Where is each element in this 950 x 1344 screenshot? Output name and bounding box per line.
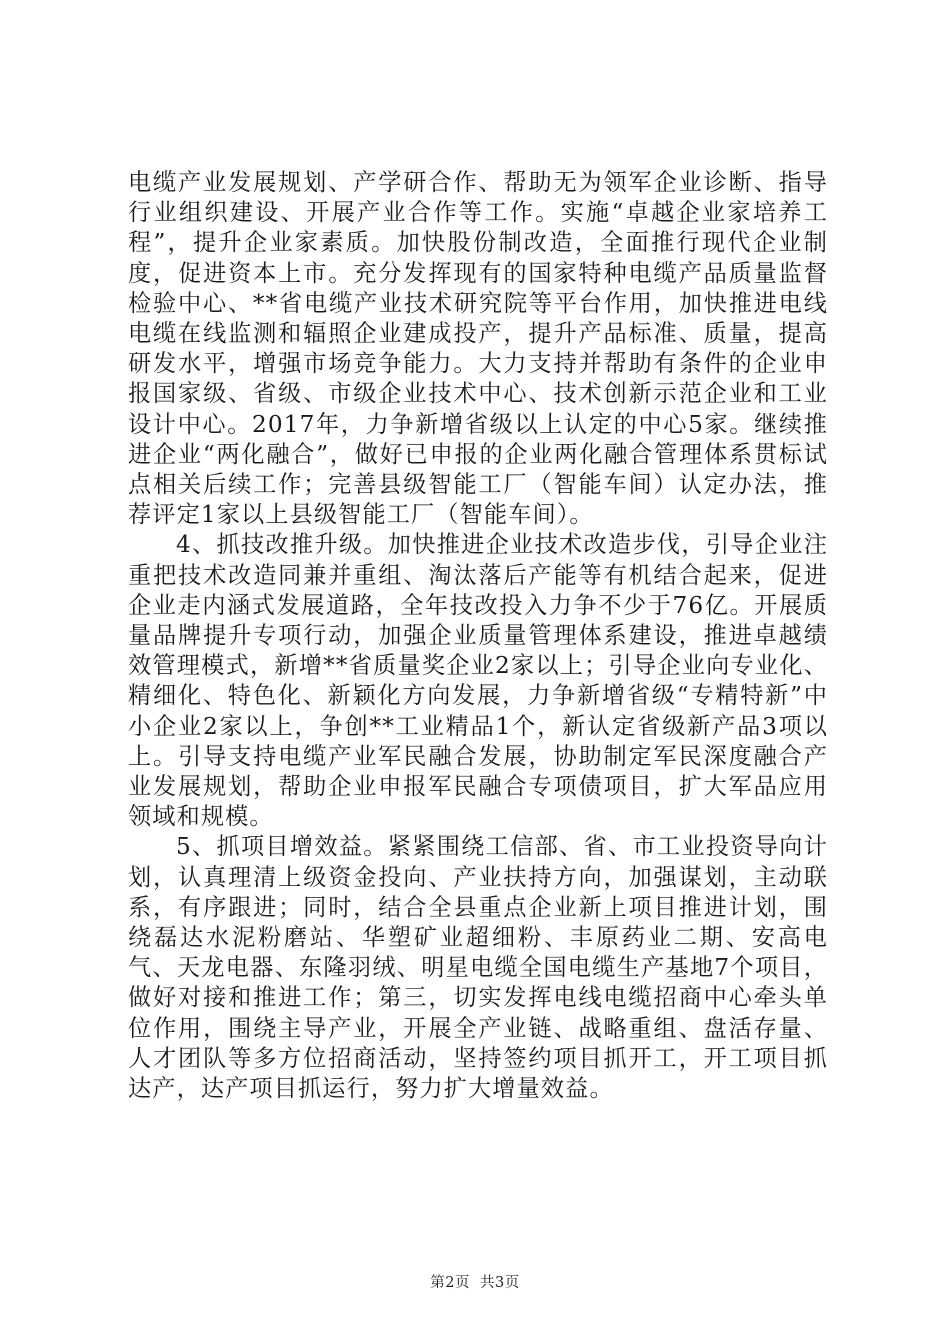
paragraph-item-5: 5、抓项目增效益。紧紧围绕工信部、省、市工业投资导向计划，认真理清上级资金投向、产业扶持方向，加强谋划，主动联系，有序跟进；同时，结合全县重点企业新上项目推进计划，围绕磊达水泥粉磨站、华塑矿业超细粉、丰原药业二期、安高电气、天龙电器、东隆羽绒、明星电缆全国电缆生产基地7个项目，做好对接和推进工作；第三，切实发挥电线电缆招商中心牵头单位作用，围绕主导产业，开展全产业链、战略重组、盘活存量、人才团队等多方位招商活动，坚持签约项目抓开工，开工项目抓达产，达产项目抓运行，努力扩大增量效益。 bbox=[128, 833, 828, 1103]
paragraph-item-4: 4、抓技改推升级。加快推进企业技术改造步伐，引导企业注重把技术改造同兼并重组、淘汰落后产能等有机结合起来，促进企业走内涵式发展道路，全年技改投入力争不少于76亿。开展质量品牌提升专项行动，加强企业质量管理体系建设，推进卓越绩效管理模式，新增**省质量奖企业2家以上；引导企业向专业化、精细化、特色化、新颖化方向发展，力争新增省级“专精特新”中小企业2家以上，争创**工业精品1个，新认定省级新产品3项以上。引导支持电缆产业军民融合发展，协助制定军民深度融合产业发展规划，帮助企业申报军民融合专项债项目，扩大军品应用领域和规模。 bbox=[128, 531, 828, 831]
page-number-current: 第2页 bbox=[430, 1275, 470, 1291]
page-footer bbox=[0, 1271, 950, 1292]
document-body bbox=[128, 168, 828, 1104]
paragraph-continuation: 电缆产业发展规划、产学研合作、帮助无为领军企业诊断、指导行业组织建设、开展产业合作等工作。实施“卓越企业家培养工程”，提升企业家素质。加快股份制改造，全面推行现代企业制度，促进资本上市。充分发挥现有的国家特种电缆产品质量监督检验中心、**省电缆产业技术研究院等平台作用，加快推进电线电缆在线监测和辐照企业建成投产，提升产品标准、质量，提高研发水平，增强市场竞争能力。大力支持并帮助有条件的企业申报国家级、省级、市级企业技术中心、技术创新示范企业和工业设计中心。2017年，力争新增省级以上认定的中心5家。继续推进企业“两化融合”，做好已申报的企业两化融合管理体系贯标试点相关后续工作；完善县级智能工厂（智能车间）认定办法，推荐评定1家以上县级智能工厂（智能车间）。 bbox=[128, 169, 828, 529]
page-number-total: 共3页 bbox=[480, 1275, 520, 1291]
